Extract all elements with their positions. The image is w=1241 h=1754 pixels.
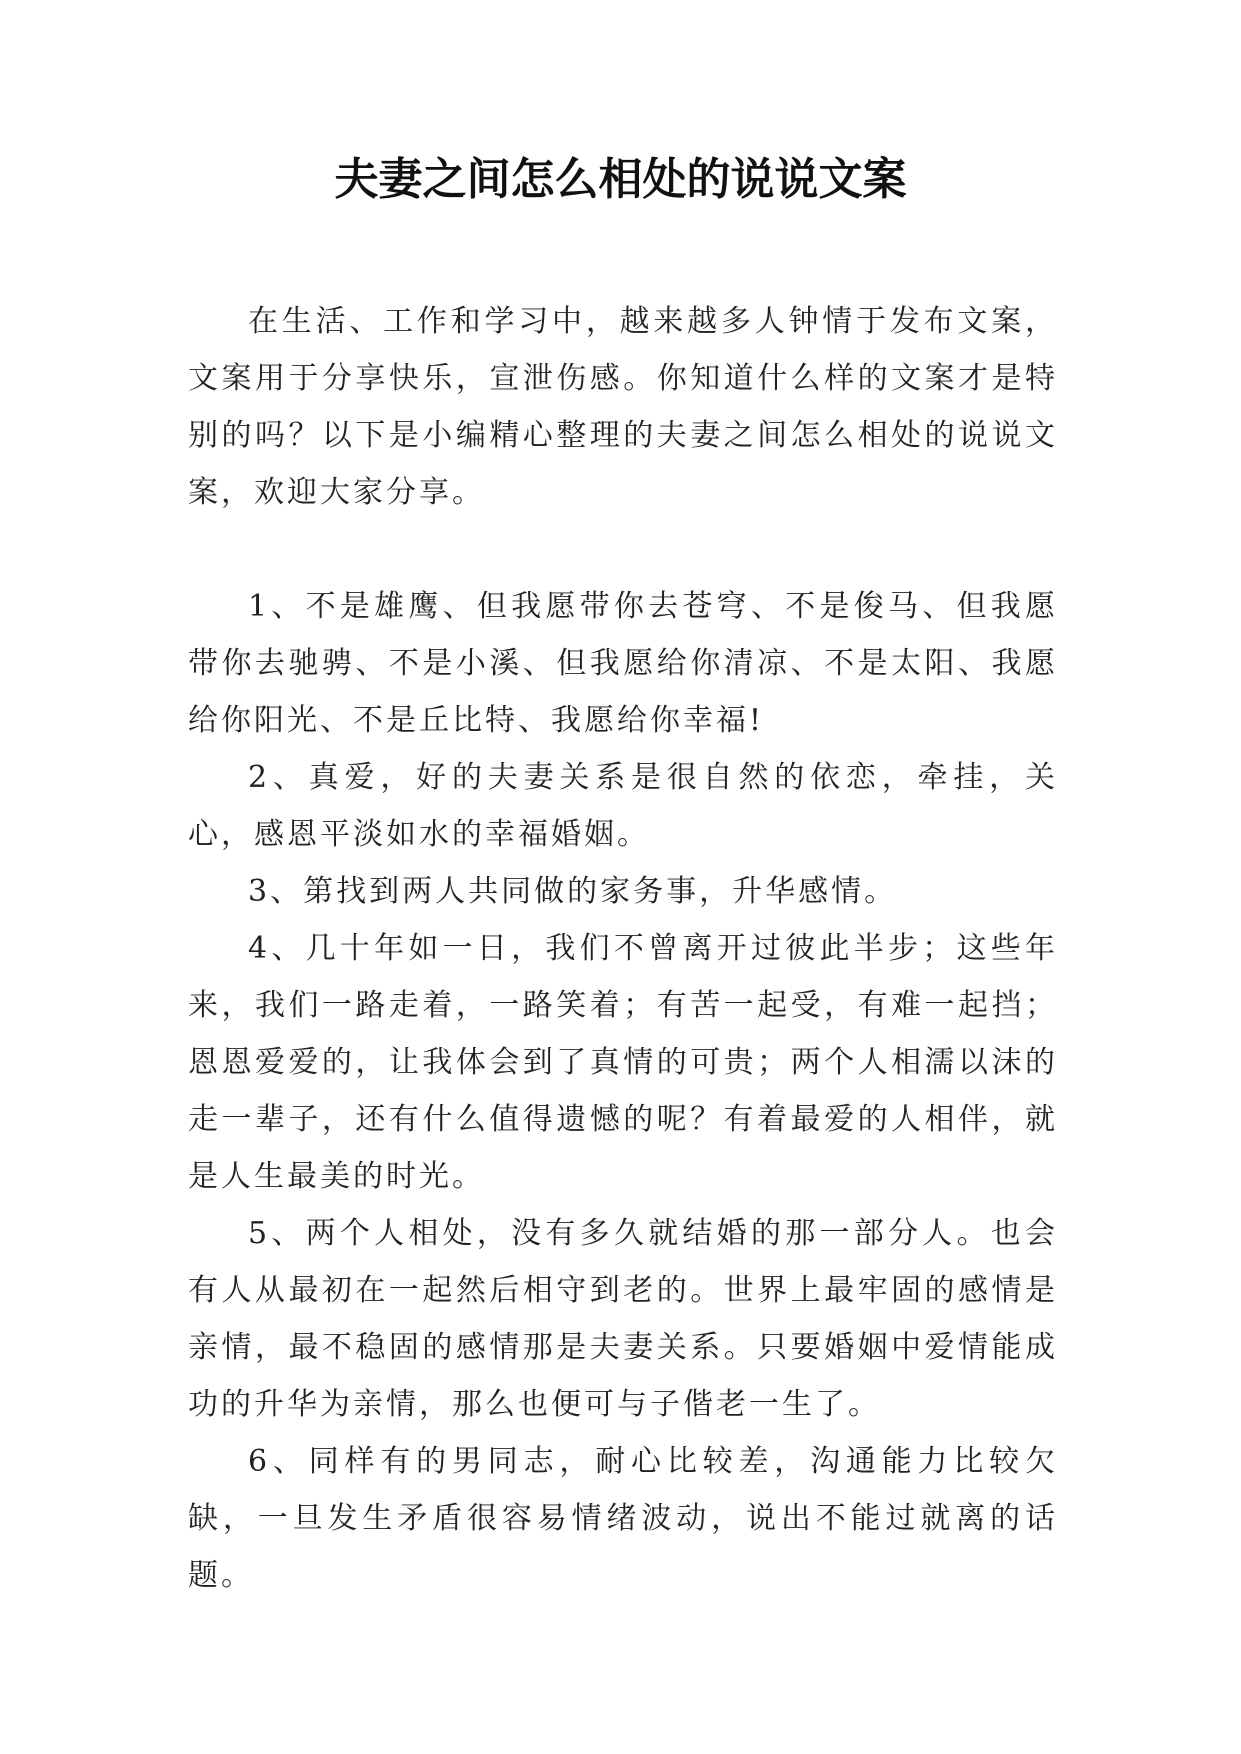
document-title: 夫妻之间怎么相处的说说文案 — [334, 154, 907, 205]
list-item: 1、不是雄鹰、但我愿带你去苍穹、不是俊马、但我愿带你去驰骋、不是小溪、但我愿给你清凉、不是太阳、我愿给你阳光、不是丘比特、我愿给你幸福! — [188, 589, 1058, 738]
list-item: 2、真爱，好的夫妻关系是很自然的依恋，牵挂，关心，感恩平淡如水的幸福婚姻。 — [188, 760, 1058, 852]
intro-paragraph: 在生活、工作和学习中，越来越多人钟情于发布文案，文案用于分享快乐，宣泄伤感。你知道什么样的文案才是特别的吗？以下是小编精心整理的夫妻之间怎么相处的说说文案，欢迎大家分享。 — [188, 304, 1058, 510]
list-item: 3、第找到两人共同做的家务事，升华感情。 — [248, 874, 898, 909]
list-item: 6、同样有的男同志，耐心比较差，沟通能力比较欠缺，一旦发生矛盾很容易情绪波动，说出不能过就离的话题。 — [188, 1444, 1058, 1593]
list-item: 4、几十年如一日，我们不曾离开过彼此半步；这些年来，我们一路走着，一路笑着；有苦一起受，有难一起挡；恩恩爱爱的，让我体会到了真情的可贵；两个人相濡以沫的走一辈子，还有什么值得遗憾的呢？有着最爱的人相伴，就是人生最美的时光。 — [188, 931, 1058, 1194]
list-item: 5、两个人相处，没有多久就结婚的那一部分人。也会有人从最初在一起然后相守到老的。世界上最牢固的感情是亲情，最不稳固的感情那是夫妻关系。只要婚姻中爱情能成功的升华为亲情，那么也便可与子偕老一生了。 — [188, 1216, 1058, 1422]
document-body — [188, 293, 1058, 1604]
